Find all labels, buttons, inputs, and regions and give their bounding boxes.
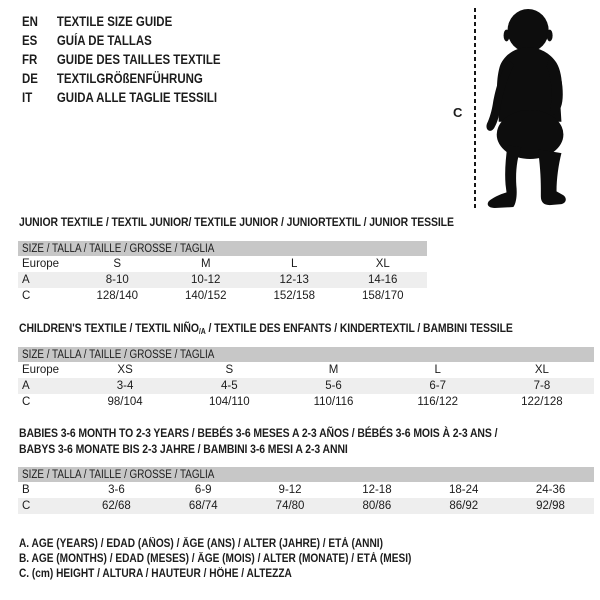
- age-cell: 10-12: [191, 274, 221, 286]
- height-cell: 110/116: [313, 396, 354, 408]
- age-cell: 14-16: [368, 274, 398, 286]
- height-cell: 116/122: [417, 396, 459, 408]
- size-header-row: [18, 241, 427, 256]
- size-cell: XL: [534, 364, 549, 376]
- children-size-table: [18, 347, 594, 410]
- language-label: GUIDA ALLE TAGLIE TESSILI: [56, 90, 218, 105]
- height-dashed-line: [474, 8, 476, 208]
- row-label: C: [22, 500, 31, 512]
- language-list: [22, 12, 256, 107]
- language-label: GUIDE DES TAILLES TEXTILE: [56, 52, 221, 67]
- language-label: GUÍA DE TALLAS: [56, 33, 152, 48]
- language-row-it: [22, 88, 220, 107]
- row-label: B: [22, 484, 30, 496]
- size-cell: M: [328, 364, 339, 376]
- size-cell: L: [291, 258, 298, 270]
- children-title-text-rest: / TEXTILE DES ENFANTS / KINDERTEXTIL / BAMBINI TESSILE: [205, 321, 513, 335]
- language-label: TEXTILGRÖßENFÜHRUNG: [56, 71, 203, 86]
- months-cell: 6-9: [194, 484, 212, 496]
- height-cell: 80/86: [362, 500, 392, 512]
- size-header-label: SIZE / TALLA / TAILLE / GRÖSSE / TAGLIA: [22, 348, 215, 361]
- language-row-es: [22, 31, 220, 50]
- age-cell: 5-6: [325, 380, 342, 392]
- legend-line-c: C. (cm) HEIGHT / ALTURA / HAUTEUR / HÖHE / ALTEZZA: [19, 568, 292, 580]
- height-cell: 98/104: [107, 396, 143, 408]
- months-cell: 12-18: [362, 484, 392, 496]
- language-code: FR: [22, 52, 38, 67]
- junior-size-table: [18, 241, 427, 304]
- language-code: EN: [22, 14, 38, 29]
- babies-section-title-line2: BABYS 3-6 MONATE BIS 2-3 JAHRE / BAMBINI 3-6 MESI A 2-3 ANNI: [19, 442, 348, 456]
- age-cell: 7-8: [533, 380, 551, 392]
- babies-section-title-line1: BABIES 3-6 MONTH TO 2-3 YEARS / BEBÉS 3-6 MESES A 2-3 AÑOS / BÉBÉS 3-6 MOIS À 2-3 ANS /: [19, 426, 498, 440]
- size-cell: S: [113, 258, 122, 270]
- language-row-de: [22, 69, 220, 88]
- table-row-height: [18, 498, 594, 514]
- height-cell: 128/140: [96, 290, 139, 302]
- table-row-age: [18, 378, 594, 394]
- children-section-title: [19, 321, 513, 339]
- size-header-label: SIZE / TALLA / TAILLE / GRÖSSE / TAGLIA: [22, 468, 215, 481]
- junior-section-title: [19, 215, 454, 229]
- legend-line-b: B. AGE (MONTHS) / EDAD (MESES) / ÂGE (MOIS) / ALTER (MONATE) / ETÀ (MESI): [19, 553, 412, 565]
- height-marker-label: C: [453, 105, 463, 120]
- size-header-row: [18, 347, 594, 362]
- height-cell: 158/170: [361, 290, 404, 302]
- row-label: Europe: [22, 364, 60, 376]
- row-label: A: [22, 274, 30, 286]
- table-row-height: [18, 394, 594, 410]
- language-row-en: [22, 12, 220, 31]
- table-row-europe: [18, 362, 594, 378]
- legend: [19, 537, 465, 582]
- row-label: C: [22, 290, 31, 302]
- months-cell: 24-36: [535, 484, 566, 496]
- row-label: Europe: [22, 258, 60, 270]
- height-cell: 62/68: [102, 500, 131, 512]
- age-cell: 4-5: [220, 380, 238, 392]
- children-title-text: CHILDREN'S TEXTILE / TEXTIL NIÑO: [19, 321, 199, 335]
- size-header-row: [18, 467, 594, 482]
- legend-line-a: A. AGE (YEARS) / EDAD (AÑOS) / ÂGE (ANS) / ALTER (JAHRE) / ETÀ (ANNI): [19, 538, 383, 550]
- table-row-europe: [18, 256, 427, 272]
- language-row-fr: [22, 50, 220, 69]
- height-cell: 92/98: [536, 500, 565, 512]
- toddler-silhouette-image: [483, 8, 583, 209]
- language-code: IT: [22, 90, 33, 105]
- months-cell: 3-6: [108, 484, 125, 496]
- language-code: DE: [22, 71, 38, 86]
- months-cell: 9-12: [278, 484, 302, 496]
- size-cell: M: [200, 258, 211, 270]
- age-cell: 8-10: [105, 274, 129, 286]
- babies-size-table: [18, 467, 594, 514]
- months-cell: 18-24: [449, 484, 479, 496]
- language-label: TEXTILE SIZE GUIDE: [56, 14, 173, 29]
- size-cell: S: [225, 364, 234, 376]
- table-row-months: [18, 482, 594, 498]
- junior-title-text: JUNIOR TEXTILE / TEXTIL JUNIOR/ TEXTILE JUNIOR / JUNIORTEXTIL / JUNIOR TESSILE: [19, 215, 454, 229]
- height-cell: 140/152: [184, 290, 227, 302]
- age-cell: 12-13: [279, 274, 309, 286]
- size-cell: XL: [375, 258, 390, 270]
- size-header-label: SIZE / TALLA / TAILLE / GRÖSSE / TAGLIA: [22, 242, 215, 255]
- height-cell: 68/74: [188, 500, 218, 512]
- age-cell: 3-4: [116, 380, 134, 392]
- table-row-height: [18, 288, 427, 304]
- height-cell: 122/128: [521, 396, 563, 408]
- size-cell: XS: [117, 364, 133, 376]
- size-cell: L: [434, 364, 441, 376]
- height-cell: 104/110: [208, 396, 250, 408]
- children-title-subscript: /A: [198, 327, 206, 336]
- height-cell: 152/158: [273, 290, 316, 302]
- table-row-age: [18, 272, 427, 288]
- language-code: ES: [22, 33, 38, 48]
- height-cell: 74/80: [275, 500, 305, 512]
- row-label: A: [22, 380, 30, 392]
- row-label: C: [22, 396, 31, 408]
- age-cell: 6-7: [429, 380, 447, 392]
- height-cell: 86/92: [449, 500, 479, 512]
